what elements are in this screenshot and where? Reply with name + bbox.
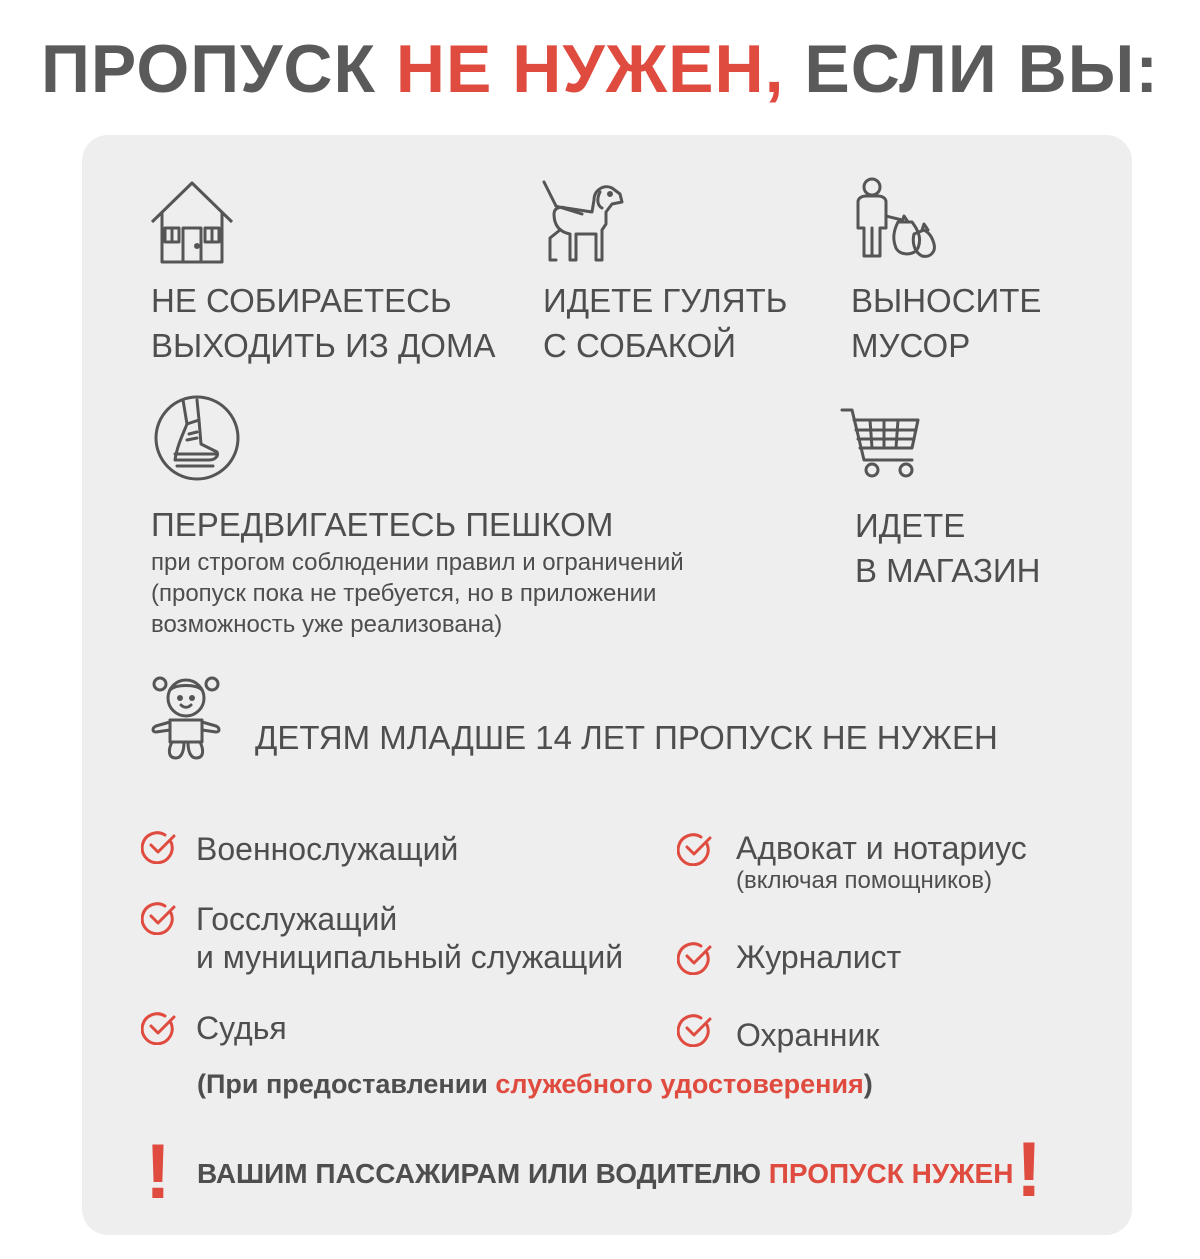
category-shop <box>855 503 1040 593</box>
check-icon <box>677 941 713 975</box>
category-walking-note1: при строгом соблюдении правил и ограничений <box>151 549 684 576</box>
walking-shoe-icon <box>153 394 241 482</box>
page-title <box>0 30 1200 108</box>
profession-lawyer <box>736 829 1027 895</box>
profession-lawyer-line1: Адвокат и нотариус <box>736 830 1027 866</box>
category-walking-note2: (пропуск пока не требуется, но в приложении <box>151 580 657 607</box>
profession-civil-servant-line1: Госслужащий <box>196 901 398 937</box>
category-stay-home-line1: НЕ СОБИРАЕТЕСЬ <box>151 282 452 319</box>
profession-security-guard: Охранник <box>736 1017 880 1053</box>
disclaimer-part2: ) <box>863 1069 873 1099</box>
category-dog-walk <box>543 278 787 368</box>
profession-journalist: Журналист <box>736 939 902 975</box>
disclaimer-part1: (При предоставлении <box>197 1069 496 1099</box>
category-trash <box>851 278 1041 368</box>
shopping-cart-icon <box>840 406 922 480</box>
category-walking <box>151 502 684 640</box>
disclaimer-highlight: служебного удостоверения <box>495 1069 864 1099</box>
profession-civil-servant <box>196 900 623 976</box>
category-stay-home <box>151 278 495 368</box>
id-disclaimer <box>197 1069 873 1100</box>
category-walking-line1: ПЕРЕДВИГАЕТЕСЬ ПЕШКОМ <box>151 506 614 543</box>
profession-lawyer-sub: (включая помощников) <box>736 867 992 894</box>
check-icon <box>141 901 177 935</box>
category-walking-note3: возможность уже реализована) <box>151 611 503 638</box>
house-icon <box>150 180 234 266</box>
check-icon <box>141 830 177 864</box>
category-trash-line1: ВЫНОСИТЕ <box>851 282 1042 319</box>
check-icon <box>677 832 713 866</box>
warning-highlight: ПРОПУСК НУЖЕН <box>768 1158 1014 1189</box>
title-part1: ПРОПУСК <box>41 31 396 107</box>
dog-icon <box>540 178 626 264</box>
category-children: ДЕТЯМ МЛАДШЕ 14 ЛЕТ ПРОПУСК НЕ НУЖЕН <box>255 719 998 756</box>
title-highlight: НЕ НУЖЕН, <box>395 31 785 107</box>
category-shop-line2: В МАГАЗИН <box>855 552 1041 589</box>
passenger-warning <box>197 1158 1013 1190</box>
category-trash-line2: МУСОР <box>851 327 971 364</box>
warning-part1: ВАШИМ ПАССАЖИРАМ ИЛИ ВОДИТЕЛЮ <box>197 1158 769 1189</box>
check-icon <box>677 1013 713 1047</box>
check-icon <box>141 1011 177 1045</box>
category-stay-home-line2: ВЫХОДИТЬ ИЗ ДОМА <box>151 327 496 364</box>
category-dog-walk-line2: С СОБАКОЙ <box>543 327 736 364</box>
profession-military: Военнослужащий <box>196 831 459 867</box>
profession-civil-servant-line2: и муниципальный служащий <box>196 939 624 975</box>
exclamation-icon: ! <box>1016 1125 1042 1213</box>
child-icon <box>150 670 222 762</box>
trash-bags-icon <box>852 176 938 260</box>
category-shop-line1: ИДЕТЕ <box>855 507 966 544</box>
category-dog-walk-line1: ИДЕТЕ ГУЛЯТЬ <box>543 282 788 319</box>
exclamation-icon: ! <box>145 1127 171 1215</box>
title-part2: ЕСЛИ ВЫ: <box>784 31 1159 107</box>
profession-judge: Судья <box>196 1010 287 1046</box>
